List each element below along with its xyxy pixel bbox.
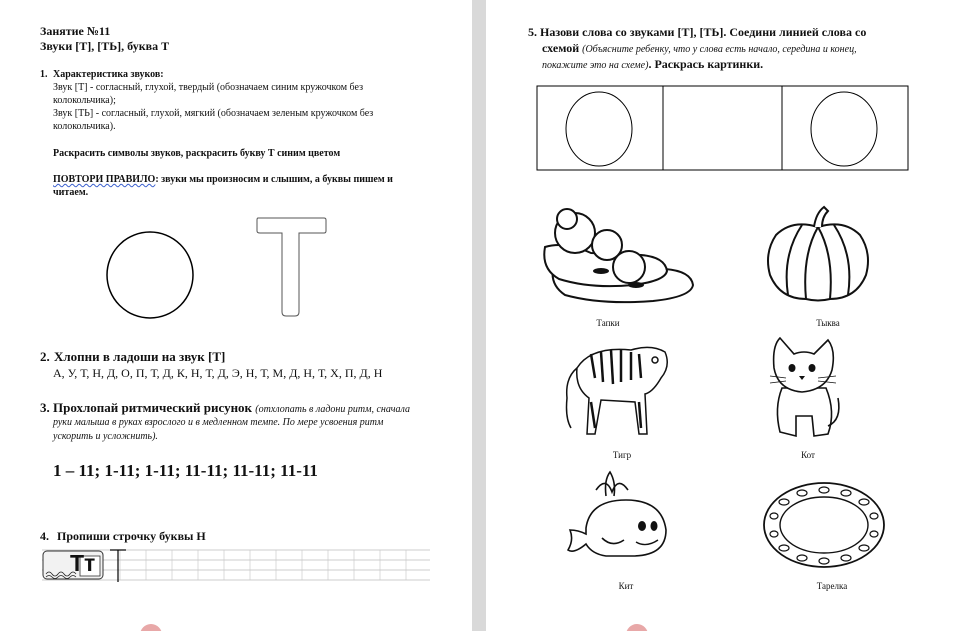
section1-line1: Звук [Т] - согласный, глухой, твердый (обозначаем синим кружочком без [53,82,364,93]
section3-number: 3. [40,400,50,415]
section1-line4: колокольчика). [53,121,116,132]
word-scheme [536,85,910,173]
picture-label-cat: Кот [801,450,815,460]
section2-number: 2. [40,349,50,364]
section1-number: 1. [40,69,48,80]
section5-number: 5. [528,25,537,39]
whale-icon [566,470,670,566]
section1-heading: Характеристика звуков: [53,69,164,80]
rhythm-pattern: 1 – 11; 1-11; 1-11; 11-11; 11-11; 11-11 [53,461,318,480]
lesson-subtitle: Звуки [Т], [ТЬ], буква Т [40,39,170,53]
picture-label-plate: Тарелка [816,581,848,591]
left-page [0,0,472,631]
section3-note2: руки малыша в руках взрослого и в медленном темпе. По мере усвоения ритм [53,417,384,428]
rule-text-2: читаем. [53,187,89,198]
rule-line [53,173,393,186]
rule-label: ПОВТОРИ ПРАВИЛО [53,174,156,185]
section3-note3: ускорить и усложнить). [53,431,158,442]
lesson-title: Занятие №11 [40,24,111,38]
picture-label-pumpkin: Тыква [816,318,840,328]
picture-label-whale: Кит [618,581,634,591]
section1-line2: колокольчика); [53,95,116,106]
slippers-icon [541,205,697,305]
section5-heading1: Назови слова со звуками [Т], [ТЬ]. Соедини линией слова со [540,25,867,39]
section5-note1: (Объясните ребенку, что у слова есть начало, середина и конец, [582,44,857,55]
plate-icon [762,480,886,570]
handwriting-grid [42,548,430,584]
section4-heading: Пропиши строчку буквы Н [57,529,206,543]
pumpkin-icon [762,205,874,305]
section5-tail: . Раскрась картинки. [648,57,764,71]
rule-text: : звуки мы произносим и слышим, а буквы пишем и [155,174,393,185]
section5-heading2: схемой [542,41,580,55]
color-instruction: Раскрасить символы звуков, раскрасить букву Т синим цветом [53,148,341,159]
picture-label-tiger: Тигр [612,450,632,460]
section5-note2: покажите это на схеме) [542,60,649,71]
page-marker-icon-right [626,624,648,631]
section1-line3: Звук [ТЬ] - согласный, глухой, мягкий (обозначаем зеленым кружочком без [53,108,374,119]
section3-note1: (отхлопать в ладони ритм, сначала [255,404,411,415]
picture-label-slippers: Тапки [596,318,620,328]
section5-heading-line1 [528,25,866,40]
right-page [486,0,964,631]
section4-number: 4. [40,529,49,543]
cat-icon [766,336,846,442]
section3-line1 [40,400,440,416]
section2-letters: А, У, Т, Н, Д, О, П, Т, Д, К, Н, Т, Д, Э, Н, Т, М, Д, Н, Т, Х, П, Д, Н [53,366,383,380]
letter-t-outline-icon [254,214,330,320]
page-marker-icon [140,624,162,631]
section3-heading: Прохлопай ритмический рисунок [53,400,253,415]
sound-circle-symbol [100,225,200,325]
section5-heading-line2 [542,41,857,56]
sample-letters: Тт [70,550,96,576]
section2-heading: Хлопни в ладоши на звук [Т] [54,349,226,364]
tiger-icon [561,338,673,442]
section5-heading-line3 [542,57,763,72]
